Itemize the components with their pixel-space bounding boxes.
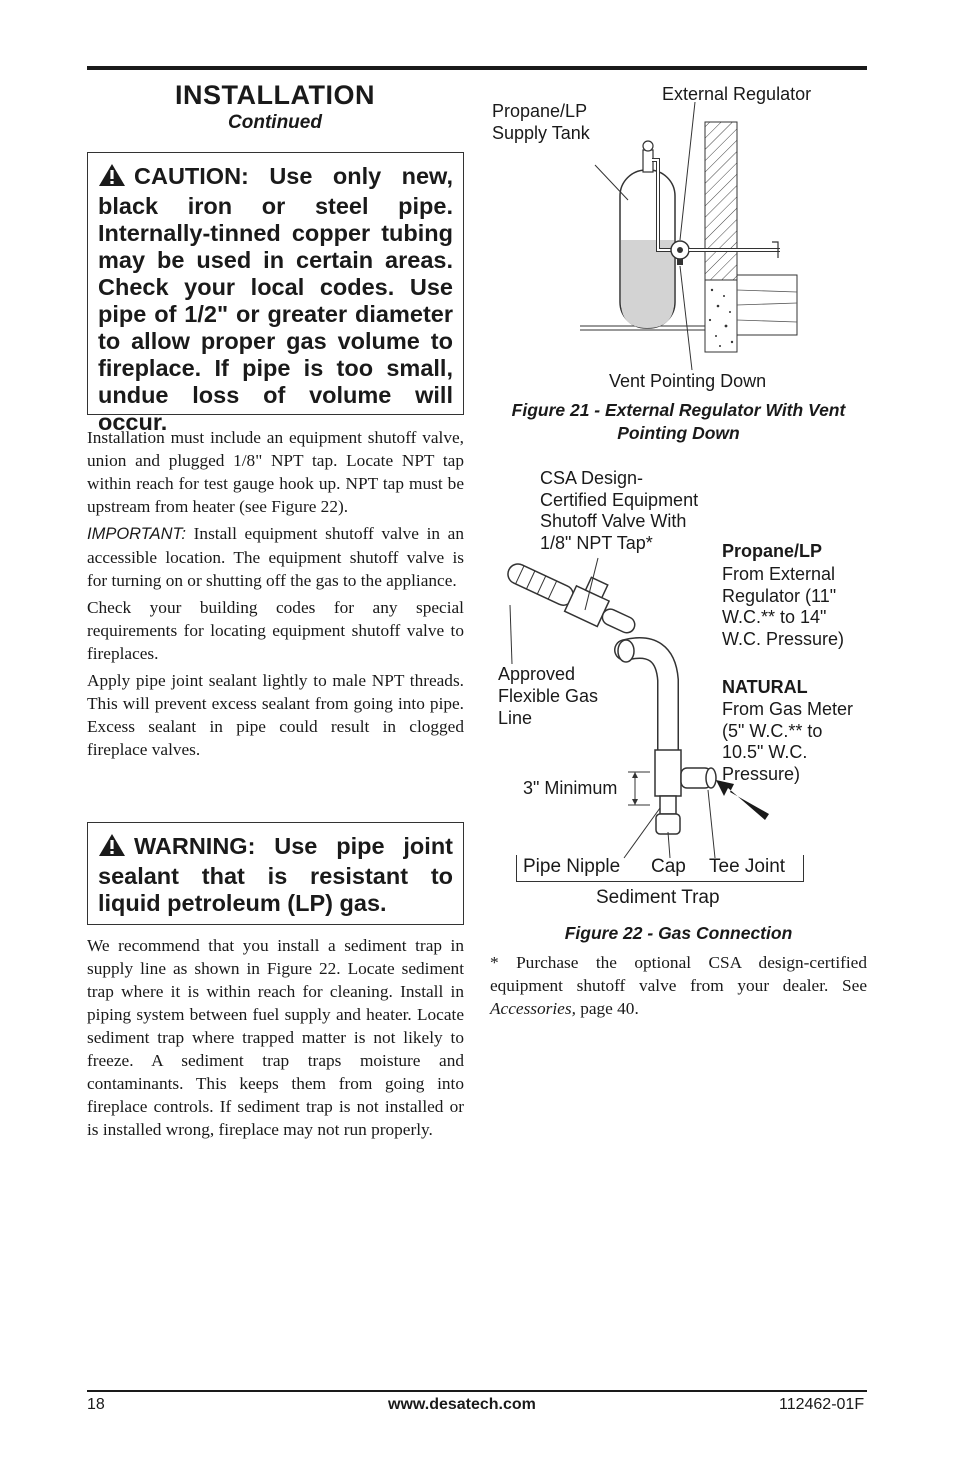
- warning-box: [87, 822, 464, 925]
- label-lp-4: W.C. Pressure): [722, 629, 845, 649]
- footnote-post: page 40.: [575, 999, 639, 1018]
- paragraph-important: [87, 522, 464, 592]
- label-lp-title: Propane/LP: [722, 541, 823, 561]
- caution-text: CAUTION: Use only new, black iron or steel pipe. Internally-tinned copper tubing may be used in certain areas. Check your local codes. Use pipe of 1/2" or greater diameter to allow proper gas volume to fireplace. If pipe is too small, undue loss of volume will occur.: [98, 163, 453, 435]
- caution-box: [87, 152, 464, 435]
- top-rule: [87, 66, 867, 70]
- figure-21-caption-line1: Figure 21 - External Regulator With Vent: [511, 400, 846, 420]
- figure-21-caption-line2: Pointing Down: [617, 423, 740, 443]
- figure-22-caption: Figure 22 - Gas Connection: [564, 923, 793, 943]
- section-title: INSTALLATION: [175, 80, 375, 110]
- warning-text: WARNING: Use pipe joint sealant that is resistant to liquid petroleum (LP) gas.: [98, 833, 453, 916]
- important-label: IMPORTANT:: [87, 525, 186, 543]
- label-lp-3: W.C.** to 14": [722, 607, 827, 627]
- label-valve-4: 1/8" NPT Tap*: [540, 533, 653, 553]
- section-subtitle: Continued: [228, 112, 322, 133]
- label-lp-2: Regulator (11": [722, 586, 837, 606]
- important-text: Install equipment shutoff valve in an accessible location. The equipment shutoff valve is for turning on or shutting off the gas to the appliance.: [87, 524, 464, 590]
- label-vent-pointing-down: Vent Pointing Down: [609, 371, 767, 391]
- label-3-minimum: 3" Minimum: [523, 778, 618, 798]
- warning-triangle-icon: [98, 833, 126, 863]
- label-cap: Cap: [651, 856, 686, 877]
- label-lp-1: From External: [722, 564, 836, 584]
- bottom-rule: [87, 1390, 867, 1392]
- label-flex-2: Flexible Gas: [498, 686, 599, 706]
- label-tee-joint: Tee Joint: [709, 856, 786, 877]
- body-text-upper: [87, 426, 464, 765]
- label-natural-1: From Gas Meter: [722, 699, 854, 719]
- label-natural-4: Pressure): [722, 764, 801, 784]
- document-number: 112462-01F: [779, 1396, 865, 1413]
- footnote-ref: Accessories,: [490, 999, 576, 1018]
- label-supply-tank-2: Supply Tank: [492, 123, 590, 143]
- paragraph-npt: Installation must include an equipment shutoff valve, union and plugged 1/8" NPT tap. Locate NPT tap within reach for test gauge hook up. NPT tap must be upstream from heater (see Figure 22).: [87, 428, 464, 516]
- label-valve-3: Shutoff Valve With: [540, 511, 687, 531]
- label-natural-3: 10.5" W.C.: [722, 742, 808, 762]
- label-valve-1: CSA Design-: [540, 468, 644, 488]
- footnote: [490, 951, 867, 1020]
- paragraph-sediment-trap: We recommend that you install a sediment trap in supply line as shown in Figure 22. Locate sediment trap where it is within reach for cleaning. Install in piping system between fuel supply and heater. Locate sediment trap where trapped matter is not likely to freeze. A sediment trap traps moisture and contaminants. This keeps them from going into fireplace controls. If sediment trap is not installed or is installed wrong, fireplace may not run properly.: [87, 936, 464, 1139]
- label-natural-2: (5" W.C.** to: [722, 721, 823, 741]
- paragraph-codes: Check your building codes for any special requirements for locating equipment shutoff valve to fireplaces.: [87, 598, 464, 663]
- label-flex-3: Line: [498, 708, 533, 728]
- body-text-lower: [87, 934, 464, 1145]
- label-natural-title: NATURAL: [722, 677, 808, 697]
- warning-triangle-icon: [98, 163, 126, 193]
- footer-url[interactable]: www.desatech.com: [388, 1396, 536, 1413]
- paragraph-sealant: Apply pipe joint sealant lightly to male NPT threads. This will prevent excess sealant from going into pipe. Excess sealant in pipe could result in clogged fireplace valves.: [87, 671, 464, 759]
- label-sediment-trap: Sediment Trap: [596, 887, 720, 908]
- footnote-text: * Purchase the optional CSA design-certified equipment shutoff valve from your dealer. See: [490, 953, 867, 995]
- page-number: 18: [87, 1396, 105, 1413]
- label-flex-1: Approved: [498, 664, 576, 684]
- label-valve-2: Certified Equipment: [540, 490, 699, 510]
- label-pipe-nipple: Pipe Nipple: [523, 856, 621, 877]
- label-external-regulator: External Regulator: [662, 84, 812, 104]
- label-supply-tank-1: Propane/LP: [492, 101, 588, 121]
